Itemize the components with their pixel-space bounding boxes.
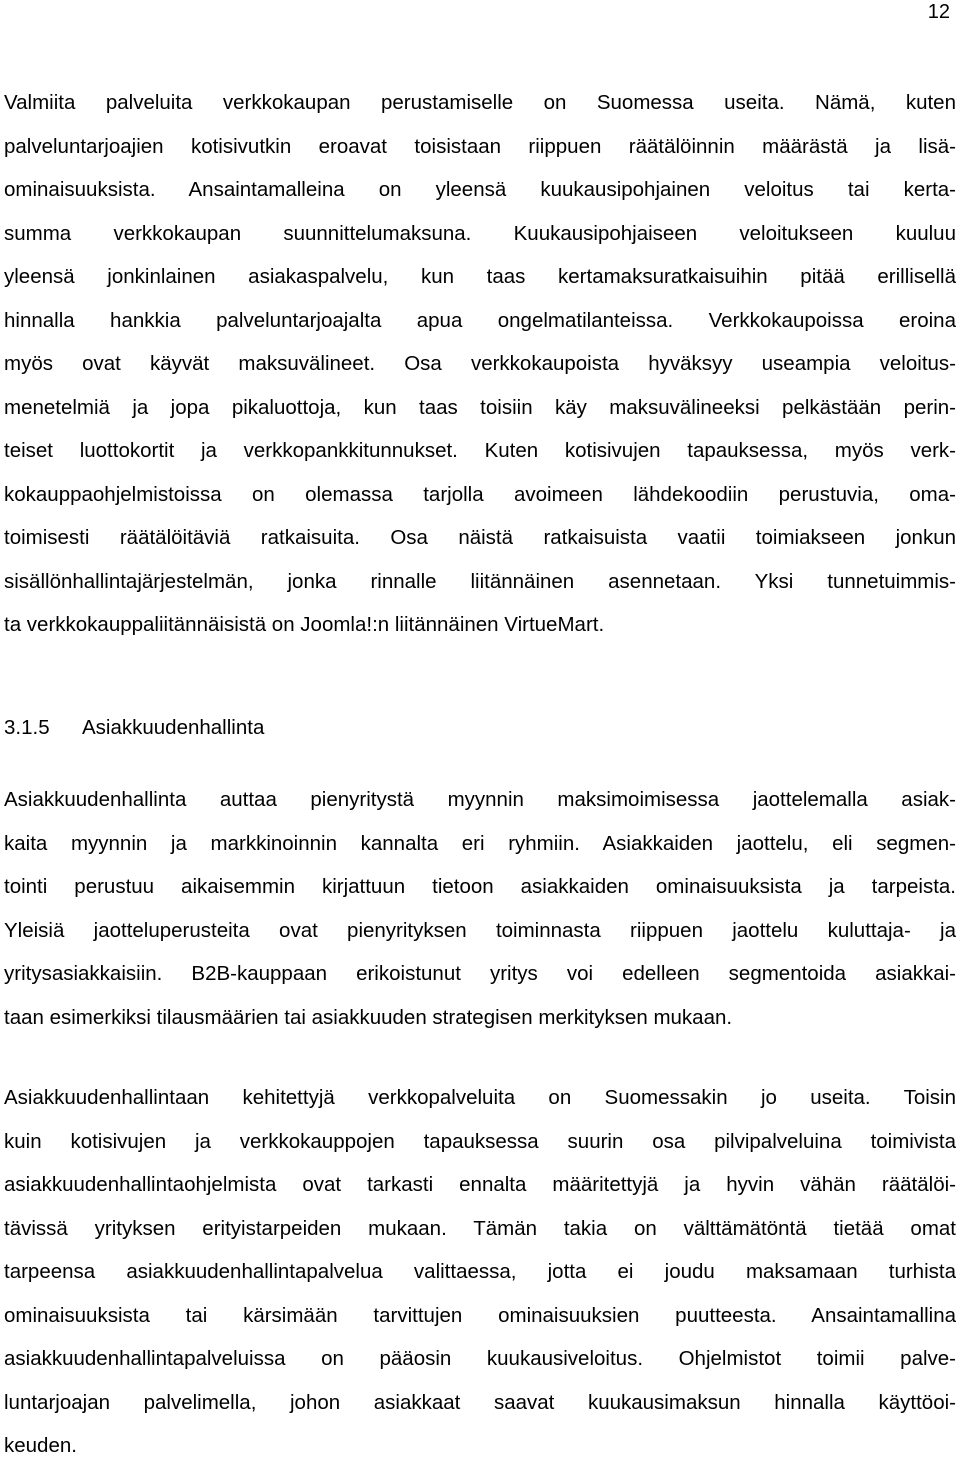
paragraph-line: tävissä yrityksen erityistarpeiden mukaan. Tämän takia on välttämätöntä tietää omat	[4, 1216, 956, 1240]
paragraph-line: asiakkuudenhallintaohjelmista ovat tarkasti ennalta määritettyjä ja hyvin vähän räätälöi-	[4, 1173, 956, 1196]
paragraph-line: teiset luottokortit ja verkkopankkitunnukset. Kuten kotisivujen tapauksessa, myös verk-	[4, 439, 956, 462]
page-number: 12	[927, 1, 950, 23]
paragraph-line: luntarjoajan palvelimella, johon asiakkaat saavat kuukausimaksun hinnalla käyttöoi-	[4, 1390, 956, 1414]
paragraph-line: tarpeensa asiakkuudenhallintapalvelua valittaessa, jotta ei joudu maksamaan turhista	[4, 1260, 956, 1283]
paragraph-line: Valmiita palveluita verkkokaupan perustamiselle on Suomessa useita. Nämä, kuten	[4, 91, 956, 114]
paragraph-line: hinnalla hankkia palveluntarjoajalta apua ongelmatilanteissa. Verkkokaupoissa eroina	[4, 308, 956, 332]
paragraph-line: keuden.	[4, 1434, 77, 1457]
paragraph-line: Asiakkuudenhallinta auttaa pienyritystä myynnin maksimoimisessa jaottelemalla asiak-	[4, 788, 956, 811]
paragraph-line: yritysasiakkaisiin. B2B-kauppaan erikoistunut yritys voi edelleen segmentoida asiakkai-	[4, 962, 956, 985]
paragraph-line: ominaisuuksista tai kärsimään tarvittujen ominaisuuksien puutteesta. Ansaintamallina	[4, 1303, 956, 1327]
paragraph-line: toimisesti räätälöitäviä ratkaisuita. Osa näistä ratkaisuista vaatii toimiakseen jonkun	[4, 526, 956, 549]
paragraph-line: sisällönhallintajärjestelmän, jonka rinnalle liitännäinen asennetaan. Yksi tunnetuimmis-	[4, 569, 956, 593]
paragraph-3	[4, 1076, 956, 1468]
paragraph-2	[4, 778, 956, 1039]
paragraph-line: myös ovat käyvät maksuvälineet. Osa verkkokaupoista hyväksyy useampia veloitus-	[4, 352, 956, 375]
paragraph-line: kokauppaohjelmistoissa on olemassa tarjolla avoimeen lähdekoodiin perustuvia, oma-	[4, 482, 956, 506]
paragraph-1	[4, 81, 956, 647]
paragraph-line: yleensä jonkinlainen asiakaspalvelu, kun taas kertamaksuratkaisuihin pitää erillisellä	[4, 265, 956, 288]
paragraph-line: ta verkkokauppaliitännäisistä on Joomla!:n liitännäinen VirtueMart.	[4, 613, 605, 636]
paragraph-line: summa verkkokaupan suunnittelumaksuna. Kuukausipohjaiseen veloitukseen kuuluu	[4, 221, 956, 245]
paragraph-line: asiakkuudenhallintapalveluissa on pääosin kuukausiveloitus. Ohjelmistot toimii palve-	[4, 1347, 956, 1370]
paragraph-line: kaita myynnin ja markkinoinnin kannalta eri ryhmiin. Asiakkaiden jaottelu, eli segmen-	[4, 831, 956, 855]
section-title: Asiakkuudenhallinta	[82, 716, 265, 739]
paragraph-line: ominaisuuksista. Ansaintamalleina on yleensä kuukausipohjainen veloitus tai kerta-	[4, 178, 956, 201]
paragraph-line: menetelmiä ja jopa pikaluottoja, kun taas toisiin käy maksuvälineeksi pelkästään perin-	[4, 395, 956, 419]
paragraph-line: palveluntarjoajien kotisivutkin eroavat toisistaan riippuen räätälöinnin määrästä ja lisä-	[4, 134, 956, 158]
paragraph-line: taan esimerkiksi tilausmäärien tai asiakkuuden strategisen merkityksen mukaan.	[4, 1005, 733, 1029]
paragraph-line: Asiakkuudenhallintaan kehitettyjä verkkopalveluita on Suomessakin jo useita. Toisin	[4, 1086, 956, 1109]
paragraph-line: kuin kotisivujen ja verkkokauppojen tapauksessa suurin osa pilvipalveluina toimivista	[4, 1129, 956, 1153]
paragraph-line: Yleisiä jaotteluperusteita ovat pienyrityksen toiminnasta riippuen jaottelu kuluttaja- ja	[4, 918, 956, 942]
section-number: 3.1.5	[4, 716, 50, 739]
paragraph-line: tointi perustuu aikaisemmin kirjattuun tietoon asiakkaiden ominaisuuksista ja tarpeista.	[4, 875, 956, 898]
section-heading	[4, 706, 264, 750]
